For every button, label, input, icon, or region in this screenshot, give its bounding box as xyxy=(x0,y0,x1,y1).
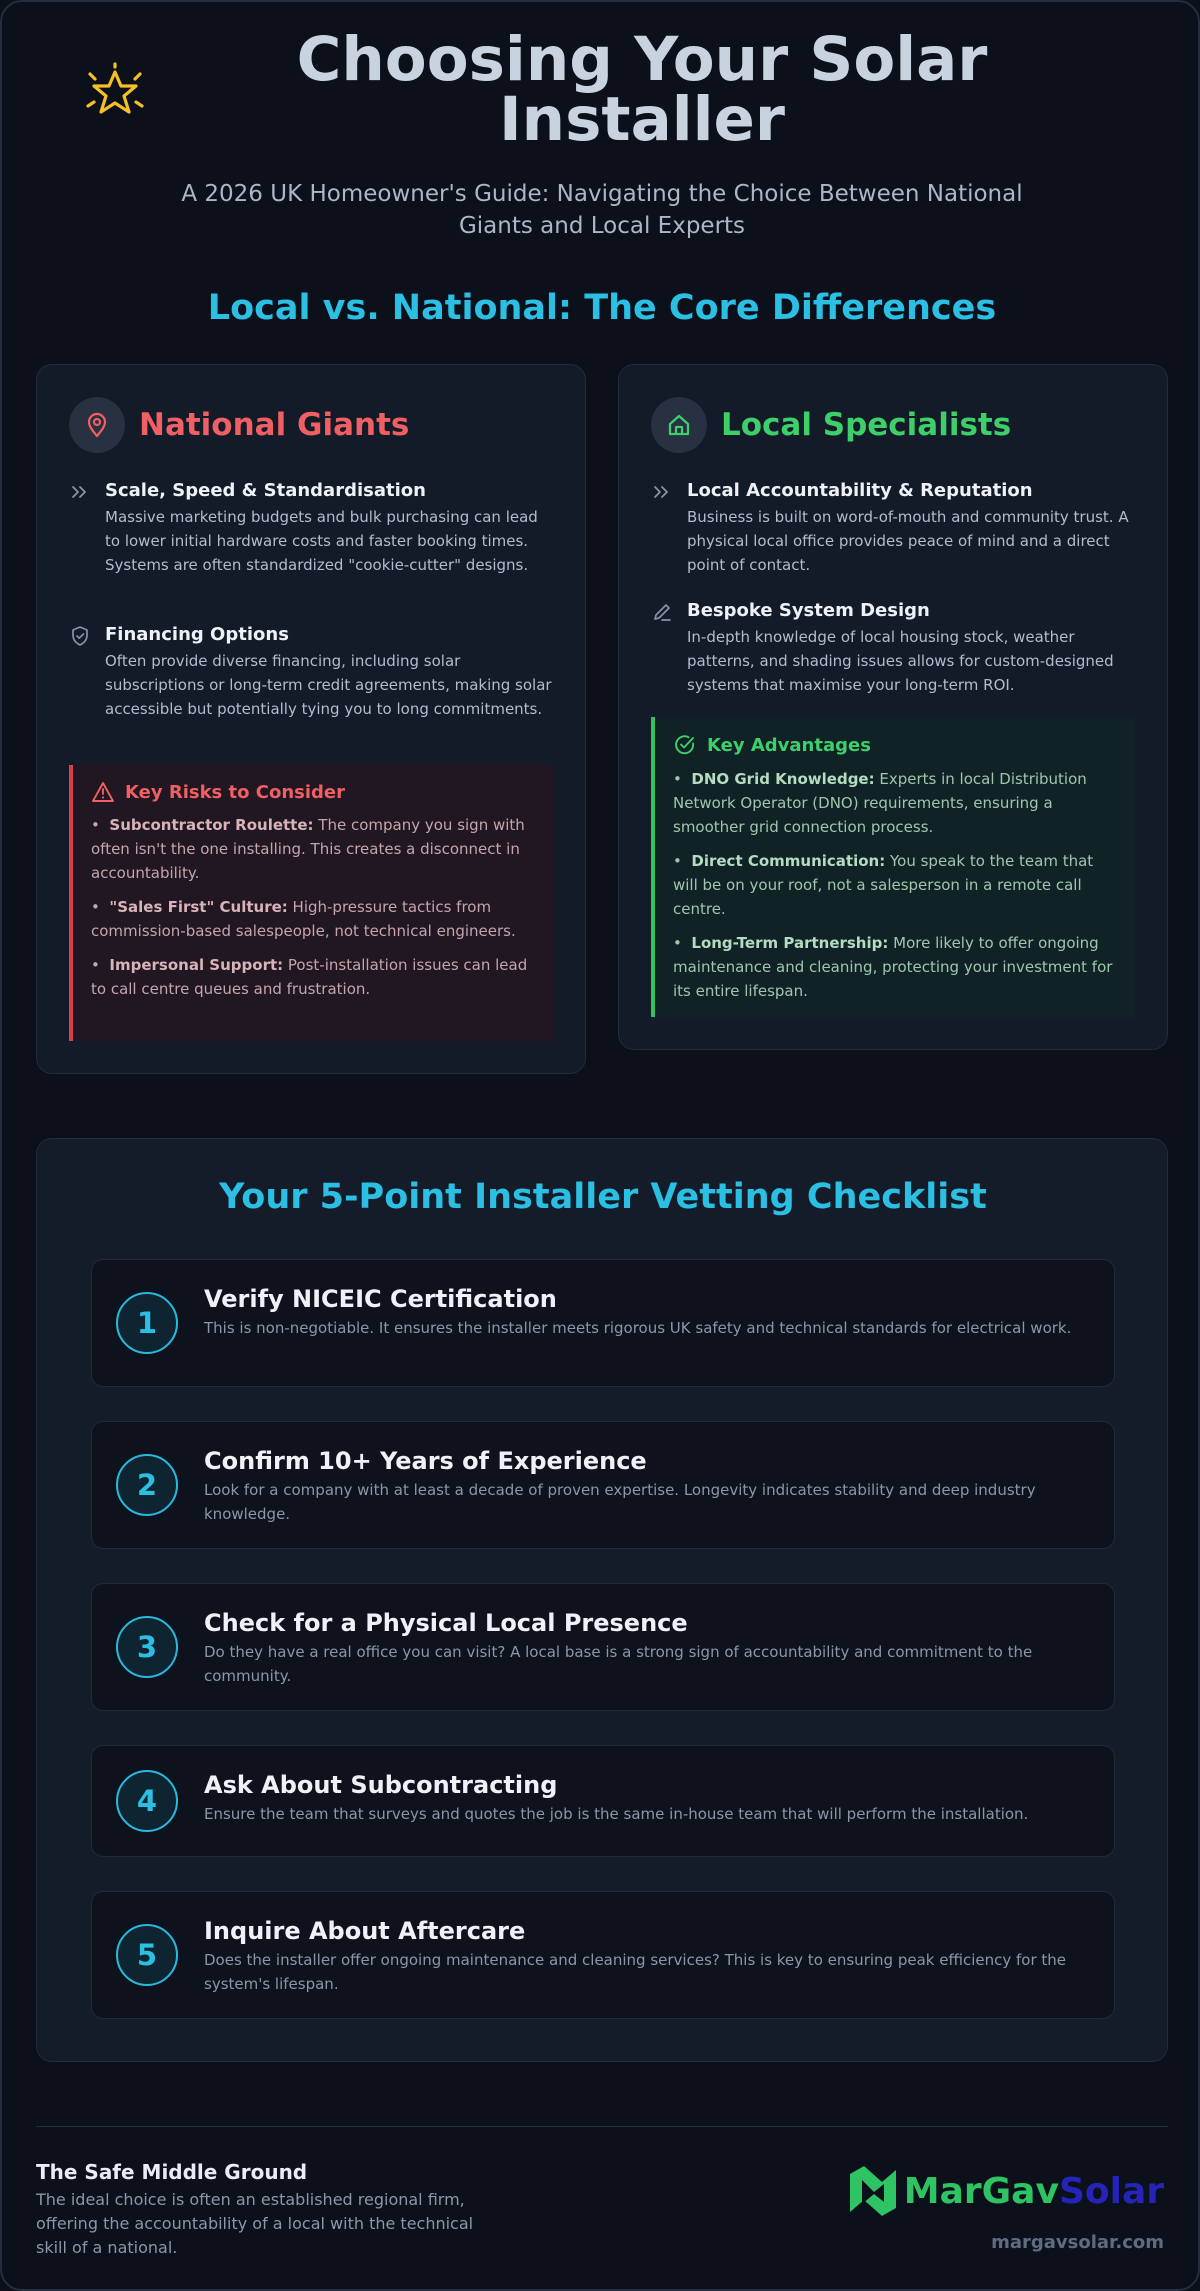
checklist-item xyxy=(91,1745,1115,1857)
list-item: • Direct Communication: You speak to the team that will be on your roof, not a salesperson in a remote call centre. xyxy=(673,852,1094,918)
checklist-item-text: Look for a company with at least a decade of proven expertise. Longevity indicates stability and deep industry knowledge. xyxy=(204,1481,1036,1523)
list-item: • Impersonal Support: Post-installation issues can lead to call centre queues and frustration. xyxy=(91,956,528,998)
home-icon xyxy=(651,397,707,453)
callout-header xyxy=(91,781,535,803)
feature-text: Often provide diverse financing, including solar subscriptions or long-term credit agreements, making solar accessible but potentially tying you to long commitments. xyxy=(105,652,552,718)
card-title: Local Specialists xyxy=(721,407,1012,443)
checklist-item xyxy=(91,1421,1115,1549)
shield-check-icon xyxy=(69,625,91,647)
step-number: 5 xyxy=(116,1924,178,1986)
card-header xyxy=(69,397,409,453)
list-item: • Long-Term Partnership: More likely to offer ongoing maintenance and cleaning, protecting your investment for its entire lifespan. xyxy=(673,934,1113,1000)
check-circle-icon xyxy=(673,733,697,757)
warning-triangle-icon xyxy=(91,781,115,803)
feature-item xyxy=(651,599,1135,697)
comparison-heading: Local vs. National: The Core Differences xyxy=(207,288,997,328)
checklist-item xyxy=(91,1583,1115,1711)
card-header xyxy=(651,397,1011,453)
local-specialists-card xyxy=(618,364,1168,1050)
feature-text: Business is built on word-of-mouth and community trust. A physical local office provides peace of mind and a direct point of contact. xyxy=(687,508,1129,574)
checklist-item-title: Inquire About Aftercare xyxy=(204,1917,526,1945)
feature-item xyxy=(651,479,1135,577)
page-title: Choosing Your Solar Installer xyxy=(296,24,988,155)
feature-title: Local Accountability & Reputation xyxy=(687,480,1033,501)
callout-title: Key Risks to Consider xyxy=(125,781,346,803)
double-chevron-icon xyxy=(651,481,673,503)
advantages-list xyxy=(673,767,1117,1003)
pencil-icon xyxy=(651,601,673,623)
sun-icon xyxy=(82,62,148,128)
brand-name-secondary: Solar xyxy=(1058,2170,1164,2212)
national-giants-card xyxy=(36,364,586,1074)
checklist-item-text: Do they have a real office you can visit? A local base is a strong sign of accountability and commitment to the community. xyxy=(204,1643,1033,1685)
feature-item xyxy=(69,479,553,577)
brand-name-primary: MarGav xyxy=(903,2170,1059,2212)
footer-title: The Safe Middle Ground xyxy=(36,2160,308,2184)
margav-logo-icon xyxy=(844,2162,902,2220)
checklist-item-title: Check for a Physical Local Presence xyxy=(204,1609,688,1637)
checklist-item-text: Ensure the team that surveys and quotes the job is the same in-house team that will perform the installation. xyxy=(204,1805,1029,1823)
footer-divider xyxy=(36,2126,1168,2127)
page-subtitle: A 2026 UK Homeowner's Guide: Navigating the Choice Between National Giants and Local Experts xyxy=(181,181,1023,239)
advantages-callout xyxy=(651,717,1135,1017)
location-pin-icon xyxy=(69,397,125,453)
checklist-item xyxy=(91,1259,1115,1387)
feature-item xyxy=(69,623,553,721)
step-number: 1 xyxy=(116,1292,178,1354)
double-chevron-icon xyxy=(69,481,91,503)
feature-title: Scale, Speed & Standardisation xyxy=(105,480,426,501)
risks-callout xyxy=(69,765,553,1041)
checklist-heading: Your 5-Point Installer Vetting Checklist xyxy=(219,1177,987,1217)
checklist-item-text: Does the installer offer ongoing maintenance and cleaning services? This is key to ensuring peak efficiency for the system's lifespan. xyxy=(204,1951,1067,1993)
step-number: 2 xyxy=(116,1454,178,1516)
feature-text: Massive marketing budgets and bulk purchasing can lead to lower initial hardware costs and faster booking times. Systems are often standardized "cookie-cutter" designs. xyxy=(105,508,538,574)
feature-title: Financing Options xyxy=(105,624,289,645)
checklist-item xyxy=(91,1891,1115,2019)
checklist-item-title: Verify NICEIC Certification xyxy=(204,1285,557,1313)
header xyxy=(2,2,1200,262)
feature-title: Bespoke System Design xyxy=(687,600,930,621)
feature-text: In-depth knowledge of local housing stock, weather patterns, and shading issues allows for custom-designed systems that maximise your long-term ROI. xyxy=(687,628,1114,694)
risks-list xyxy=(91,813,535,1001)
list-item: • Subcontractor Roulette: The company you sign with often isn't the one installing. This creates a disconnect in accountability. xyxy=(91,816,525,882)
checklist-item-text: This is non-negotiable. It ensures the installer meets rigorous UK safety and technical standards for electrical work. xyxy=(204,1319,1072,1337)
checklist-item-title: Confirm 10+ Years of Experience xyxy=(204,1447,647,1475)
step-number: 3 xyxy=(116,1616,178,1678)
callout-title: Key Advantages xyxy=(707,734,871,756)
checklist-item-title: Ask About Subcontracting xyxy=(204,1771,558,1799)
callout-header xyxy=(673,733,1117,757)
checklist-panel xyxy=(36,1138,1168,2062)
website-link[interactable]: margavsolar.com xyxy=(991,2232,1164,2253)
list-item: • "Sales First" Culture: High-pressure tactics from commission-based salespeople, not technical engineers. xyxy=(91,898,516,940)
brand-logo[interactable] xyxy=(844,2162,1164,2220)
list-item: • DNO Grid Knowledge: Experts in local Distribution Network Operator (DNO) requirements, ensuring a smoother grid connection process. xyxy=(673,770,1087,836)
footer-text: The ideal choice is often an established regional firm, offering the accountability of a local with the technical skill of a national. xyxy=(36,2190,474,2257)
card-title: National Giants xyxy=(139,407,410,443)
step-number: 4 xyxy=(116,1770,178,1832)
